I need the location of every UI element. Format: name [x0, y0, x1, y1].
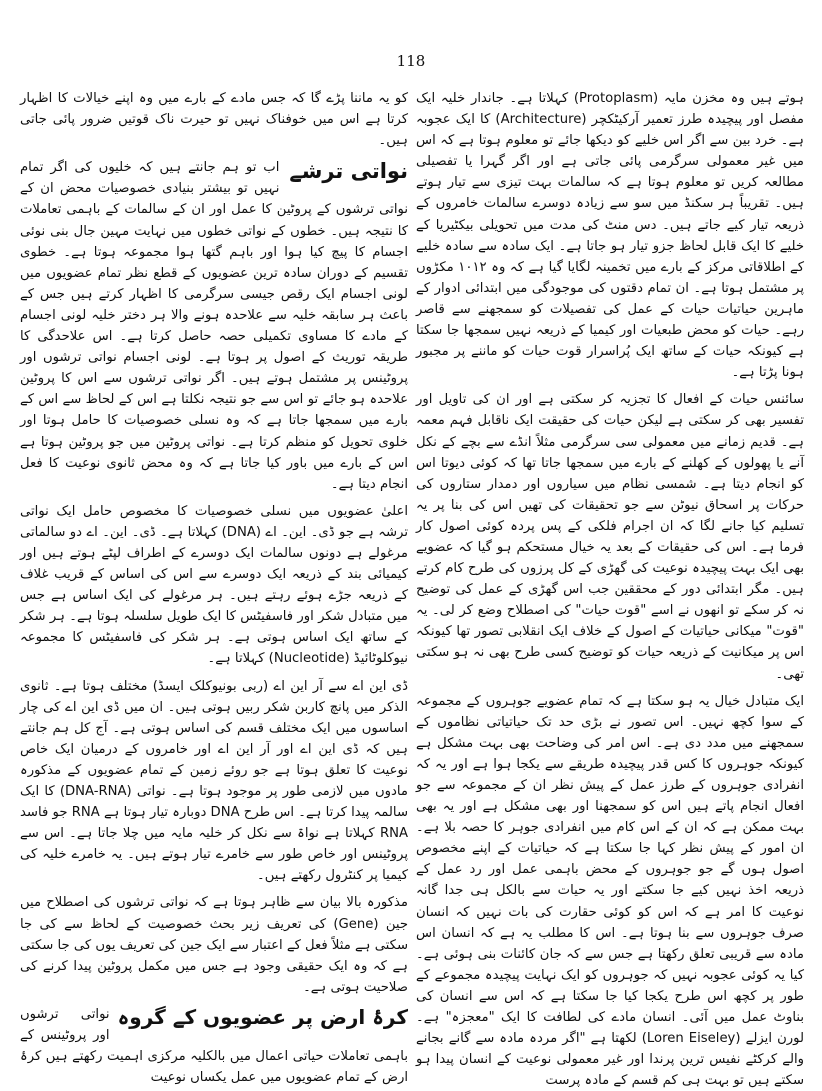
body-paragraph: اب تو ہم جانتے ہیں کہ خلیوں کی اگر تمام نہیں تو بیشتر بنیادی خصوصیات محض ان کے نواتی ترشوں کے پروٹین کا عمل اور ان کے سالمات کے باہمی تعاملات کا نتیجہ ہیں۔ خطوں کے نواتی خطوں میں نہایت مہین جال بنی نوئی اجسام کا پیچ کیا ہوا اور باہم گتھا ہوا مجموعہ ہوتا ہے۔ خطوی تقسیم کے دوران سادہ ترین عضویوں کے قطع نظر تمام عضویوں میں لونی اجسام ایک رقص جیسی سرگرمی کا اظہار کرتے ہیں جس کے باعث ہر سابقہ خلیہ سے علاحدہ ہونے والا ہر دختر خلیہ لونی اجسام کے مادے کا مساوی تکمیلی حصہ حاصل کرتا ہے۔ اس علاحدگی کا طریقہ توریث کے اصول پر ہوتا ہے۔ لونی اجسام نواتی ترشوں اور پروٹینس پر مشتمل ہوتے ہیں۔ اگر نواتی ترشوں سے اس کا پروٹین علاحدہ ہو جائے تو اس سے جو نتیجہ نکلتا ہے اس کے لحاظ سے اس کے بارے میں سمجھا جاتا ہے کہ وہ نسلی خصوصیات کا حامل ہوتا اور خلوی تحویل کو منظم کرتا ہے۔ نواتی پروٹین میں جو پروٹین ہوتا ہے اس کے بارے میں باور کیا جاتا ہے کہ وہ محض ثانوی نوعیت کا فعل انجام دیتا ہے۔	[20, 160, 408, 492]
bottom-section-heading: کرۂ ارض پر عضویوں کے گروہ	[117, 1004, 408, 1029]
body-paragraph: ڈی این اے سے آر این اے (ربی بونیوکلک ایسڈ) مختلف ہوتا ہے۔ ثانوی الذکر میں پانچ کاربن شکر ربیں ہوتی ہیں۔ ان میں ڈی این اے کی چار اساسوں میں ایک مختلف قسم کی اساس ہوتی ہے۔ آج کل ہم جانتے ہیں کہ ڈی این اے اور آر این اے اور خامروں کے درمیان ایک خاص نوعیت کا تعلق ہوتا ہے جو روئے زمین کے تمام عضویوں کے مذکورہ مادوں میں لازمی طور پر موجود ہوتا ہے۔ نواتی (DNA-RNA) کا ایک سالمہ پیدا کرتا ہے۔ اس طرح DNA دوبارہ تیار ہوتا ہے RNA جو فاسد RNA کہلاتا ہے نواۃ سے نکل کر خلیہ مایہ میں چلا جاتا ہے۔ اس سے پروٹینس اور خاص طور سے خامرے تیار ہوتے ہیں۔ یہ خامرے خلیہ کی کیمیا پر کنٹرول رکھتے ہیں۔	[20, 678, 408, 884]
body-paragraph: نواتی ترشوں اور پروٹینس کے باہمی تعاملات حیاتی اعمال میں بالکلیہ مرکزی اہمیت رکھتے ہیں کرۂ ارض کے تمام عضویوں میں عمل یکساں نوعیت	[20, 1006, 408, 1086]
body-paragraph: سائنس حیات کے افعال کا تجزیہ کر سکتی ہے اور ان کی تاویل اور تفسیر بھی کر سکتی ہے لیکن حیات کی حقیقت ایک ناقابل فہم معمہ ہے۔ قدیم زمانے میں معمولی سی سرگرمی مثلاً انڈے سے بچے کے نکل آنے یا پھولوں کے کھلنے کے بارے میں سمجھا جاتا تھا کہ کوئی دیوتا اس کو انجام دیتا ہے۔ شمسی نظام میں سیاروں اور دمدار ستاروں کی حرکات پر اسحاق نیوٹن سے جو تحقیقات کی تھیں اس کی بنا پر یہ تسلیم کیا جانے لگا کہ ان اجرام فلکی کے پس پردہ کوئی اصول کار فرما ہے۔ اس کی حقیقات کے بعد یہ خیال مستحکم ہو گیا کہ عضویے بھی ایک بہت پیچیدہ نوعیت کی گھڑی کے کل پرزوں کی طرح کام کرتے ہیں۔ مگر ابتدائی دور کے محققین جب اس گھڑی کے عمل کی توضیح نہ کر سکے تو انھوں نے اسے "قوت حیات" کی اصطلاح وضع کر لی۔ یہ "قوت" میکانی حیاتیات کے اصول کے خلاف ایک انقلابی تصور تھا کیونکہ اس پر میکانیت کے ذریعہ حیات کو توضیح کسی طرح بھی نہ ہو سکتی تھی۔	[416, 392, 804, 682]
right-column	[416, 88, 804, 1089]
intro-paragraph: کو یہ ماننا پڑے گا کہ جس مادے کے بارے میں وہ اپنے خیالات کا اظہار کرتا ہے اس میں خوفناک نہیں تو حیرت ناک قوتیں ضرور پائی جاتی ہیں۔	[20, 91, 408, 149]
left-column	[20, 88, 408, 1086]
page-number: 118	[396, 52, 426, 70]
body-paragraph: ہوتے ہیں وہ مخزن مایہ (Protoplasm) کہلاتا ہے۔ جاندار خلیہ ایک مفصل اور پیچیدہ طرز تعمیر آرکیٹکچر (Architecture) کا ایک عجوبہ ہے۔ خرد بین سے اگر اس خلیے کو دیکھا جائے تو معلوم ہوتا ہے کہ اس میں غیر معمولی سرگرمی پائی جاتی ہے اور اگر گہرا یا تفصیلی مطالعہ کریں تو معلوم ہوتا ہے کہ سالمات بہت تیزی سے تیار ہوتے ہیں۔ تقریباً ہر سکنڈ میں سو سے زیادہ دوسرے سالمات خامروں کے ذریعہ تیار کیے جاتے ہیں۔ دس منٹ کی مدت میں تحویلی بیکٹیریا کے خلیے کا ایک قابل لحاظ جزو تیار ہو جاتا ہے۔ ایک سادہ سے سادہ خلیے کے اطلاقاتی مرکز کے بارے میں تخمینہ لگایا گیا ہے کہ وہ ۱۰۱۲ مکڑوں پر مشتمل ہوتا ہے۔ ان تمام دقتوں کی موجودگی میں ابتدائی ادوار کے ماہرین حیاتیات حیات کے عمل کی تفصیلات کو سمجھنے سے قاصر رہے۔ حیات کو محض طبعیات اور کیمیا کے ذریعہ نہیں سمجھا جا سکتا ہے کیونکہ حیات کے ساتھ ایک پُراسرار قوت حیات کو ماننے پر مجبور ہونا پڑتا ہے۔	[416, 91, 804, 381]
body-paragraph: مذکورہ بالا بیان سے ظاہر ہوتا ہے کہ نواتی ترشوں کی اصطلاح میں جین (Gene) کی تعریف زیر بحث خصوصیت کے لحاظ سے کی جا سکتی ہے مثلاً فعل کے اعتبار سے ایک جین کی تعریف یوں کی جا سکتی ہے کہ وہ ایک حقیقی وجود ہے جس میں مکمل پروٹین پیدا کرنے کی صلاحیت ہوتی ہے۔	[20, 895, 408, 995]
body-paragraph: ایک متبادل خیال یہ ہو سکتا ہے کہ تمام عضویے جوہروں کے مجموعہ کے سوا کچھ نہیں۔ اس تصور نے بڑی حد تک حیاتیاتی نظاموں کے سمجھنے میں مدد دی ہے۔ اس امر کی وضاحت بھی بہت مشکل ہے کیونکہ جوہروں کا کس قدر پیچیدہ طریقے سے یکجا ہوا ہے اور یہ کہ انفرادی جوہروں کے طرز عمل کے پیش نظر ان کے مجموعہ سے جو افعال انجام پاتے ہیں اس کو سمجھنا اور بھی مشکل ہے اور یہ بھی بہت ممکن ہے کہ ان کے اس کام میں انفرادی جوہر کا حصہ بلا ہے۔ ان امور کے پیش نظر کہا جا سکتا ہے کہ حیاتیات کے اپنے مخصوص اصول ہوں گے جو جوہروں کے محض باہمی عمل اور رد عمل کے ذریعہ اخذ نہیں کیے جا سکتے اور یہ حیات سے بالکل ہی جدا گانہ نوعیت کا امر ہے کہ اس کو کوئی حقارت کی بات نہیں کہ انسان صرف جوہروں سے بنا ہوتا ہے۔ اس کا مطلب یہ ہے کہ انسان اس مادہ سے قریبی تعلق رکھتا ہے جس سے کہ جان کائنات بنی ہوئی ہے۔ کیا یہ کوئی عجوبہ نہیں کہ جوہروں کو ایک نہایت پیچیدہ مجموعے کے طور پر کچھ اس طرح یکجا کیا جا سکتا ہے کہ اس سے انسان کی بناوٹ عمل میں آئی۔ انسان مادے کی لطافت کا ایک "معجزہ" ہے۔ لورن ایزلے (Loren Eiseley) لکھتا ہے "اگر مردہ مادہ سے گانے بجانے والے کرکٹے نفیس ترین پرندا اور غیر معمولی نوعیت کے انسان پیدا ہو سکتے ہیں تو بہت ہی کم قسم کے مادہ پرست	[416, 693, 804, 1089]
body-paragraph: اعلیٰ عضویوں میں نسلی خصوصیات کا مخصوص حامل ایک نواتی ترشہ ہے جو ڈی۔ این۔ اے (DNA) کہلاتا ہے۔ ڈی۔ این۔ اے دو سالماتی مرغولے ہے دونوں سالمات ایک دوسرے کے اطراف لپٹے ہوتے ہیں اور کیمیائی بند کے ذریعہ ایک دوسرے سے اس کی اساس کے قریب غلاف کے ذریعہ جڑے ہوئے رہتے ہیں۔ ہر مرغولے کی ایک اساس ہے جس میں متبادل شکر اور فاسفیٹس کا ایک طویل سلسلہ ہوتا ہے۔ ہر شکر کے ساتھ ایک اساس ہوتی ہے۔ ہر شکر کی فاسفیٹس کا مجموعہ نیوکلوٹائیڈ (Nucleotide) کہلاتا ہے۔	[20, 503, 408, 667]
section-heading: نواتی ترشے	[289, 159, 408, 184]
